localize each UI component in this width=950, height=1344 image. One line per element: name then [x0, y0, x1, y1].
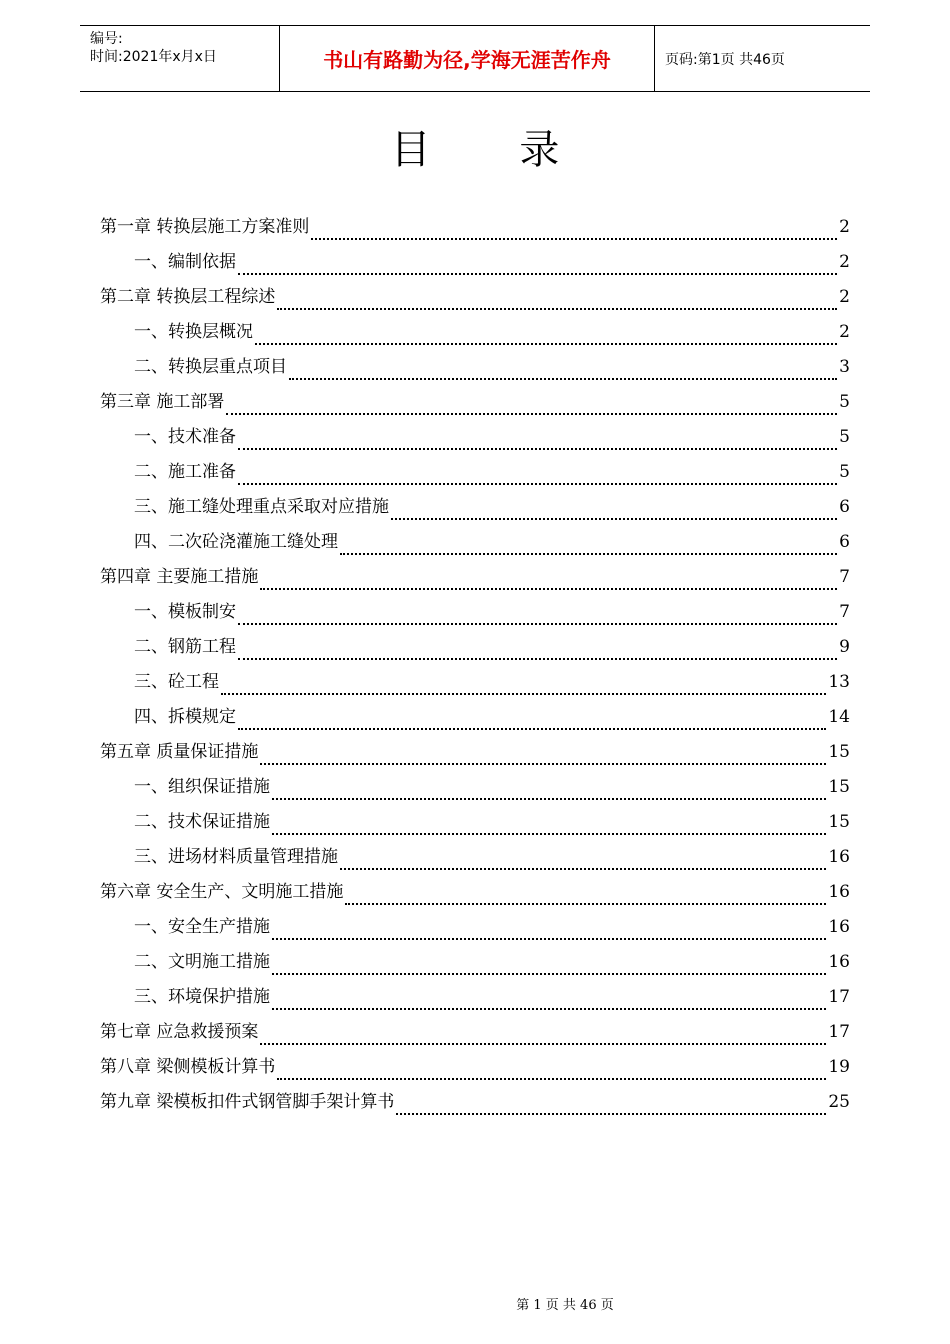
toc-item-label: 第五章 质量保证措施 — [100, 742, 259, 762]
toc-section-item[interactable] — [100, 350, 850, 385]
toc-section-item[interactable] — [100, 490, 850, 525]
toc-item-label: 二、转换层重点项目 — [134, 357, 287, 377]
toc-leader-dots — [238, 448, 837, 450]
document-date-label: 时间:2021年x月x日 — [90, 49, 217, 65]
toc-item-label: 第三章 施工部署 — [100, 392, 225, 412]
toc-leader-dots — [226, 413, 837, 415]
toc-section-item[interactable] — [100, 910, 850, 945]
toc-section-item[interactable] — [100, 455, 850, 490]
toc-item-label: 第九章 梁模板扣件式钢管脚手架计算书 — [100, 1092, 395, 1112]
toc-item-page: 2 — [839, 217, 850, 237]
toc-item-page: 15 — [828, 812, 850, 832]
toc-leader-dots — [277, 1078, 826, 1080]
toc-item-label: 一、技术准备 — [134, 427, 236, 447]
toc-leader-dots — [260, 763, 826, 765]
toc-section-item[interactable] — [100, 595, 850, 630]
toc-item-page: 17 — [828, 1022, 850, 1042]
toc-item-page: 7 — [839, 602, 850, 622]
toc-leader-dots — [238, 658, 837, 660]
toc-section-item[interactable] — [100, 245, 850, 280]
toc-chapter-item[interactable] — [100, 1050, 850, 1085]
toc-item-label: 二、技术保证措施 — [134, 812, 270, 832]
toc-item-page: 9 — [839, 637, 850, 657]
toc-item-page: 25 — [828, 1092, 850, 1112]
toc-item-label: 一、模板制安 — [134, 602, 236, 622]
toc-item-label: 二、钢筋工程 — [134, 637, 236, 657]
toc-leader-dots — [345, 903, 826, 905]
header-motto: 书山有路勤为径,学海无涯苦作舟 — [280, 26, 655, 91]
toc-item-page: 6 — [839, 497, 850, 517]
toc-item-label: 二、施工准备 — [134, 462, 236, 482]
toc-item-page: 16 — [828, 952, 850, 972]
header-meta — [80, 26, 280, 91]
page-header — [80, 25, 870, 92]
document-number-label: 编号: — [90, 31, 123, 47]
toc-item-page: 16 — [828, 847, 850, 867]
toc-item-page: 2 — [839, 287, 850, 307]
toc-item-label: 四、拆模规定 — [134, 707, 236, 727]
header-page-info: 页码:第1页 共46页 — [665, 51, 785, 68]
toc-item-label: 四、二次砼浇灌施工缝处理 — [134, 532, 338, 552]
toc-item-label: 一、转换层概况 — [134, 322, 253, 342]
toc-item-page: 2 — [839, 322, 850, 342]
toc-section-item[interactable] — [100, 805, 850, 840]
toc-item-page: 5 — [839, 462, 850, 482]
toc-item-page: 14 — [828, 707, 850, 727]
toc-section-item[interactable] — [100, 980, 850, 1015]
toc-leader-dots — [255, 343, 837, 345]
toc-leader-dots — [238, 728, 826, 730]
toc-leader-dots — [272, 1008, 826, 1010]
toc-chapter-item[interactable] — [100, 280, 850, 315]
toc-leader-dots — [272, 833, 826, 835]
toc-leader-dots — [272, 798, 826, 800]
toc-leader-dots — [277, 308, 837, 310]
toc-leader-dots — [289, 378, 837, 380]
toc-section-item[interactable] — [100, 945, 850, 980]
toc-item-label: 第七章 应急救援预案 — [100, 1022, 259, 1042]
toc-section-item[interactable] — [100, 525, 850, 560]
toc-section-item[interactable] — [100, 665, 850, 700]
toc-leader-dots — [391, 518, 837, 520]
toc-leader-dots — [238, 623, 837, 625]
toc-item-page: 13 — [828, 672, 850, 692]
toc-item-label: 三、进场材料质量管理措施 — [134, 847, 338, 867]
toc-section-item[interactable] — [100, 770, 850, 805]
toc-item-label: 三、砼工程 — [134, 672, 219, 692]
toc-item-label: 第八章 梁侧模板计算书 — [100, 1057, 276, 1077]
toc-leader-dots — [238, 273, 837, 275]
toc-leader-dots — [311, 238, 837, 240]
toc-item-page: 17 — [828, 987, 850, 1007]
page-footer: 第 1 页 共 46 页 — [516, 1298, 614, 1313]
toc-leader-dots — [238, 483, 837, 485]
toc-item-label: 一、组织保证措施 — [134, 777, 270, 797]
toc-item-page: 15 — [828, 777, 850, 797]
toc-item-label: 第一章 转换层施工方案准则 — [100, 217, 310, 237]
toc-item-label: 第四章 主要施工措施 — [100, 567, 259, 587]
toc-item-page: 16 — [828, 882, 850, 902]
toc-item-page: 2 — [839, 252, 850, 272]
toc-item-label: 一、安全生产措施 — [134, 917, 270, 937]
toc-item-page: 16 — [828, 917, 850, 937]
toc-item-label: 三、施工缝处理重点采取对应措施 — [134, 497, 389, 517]
toc-chapter-item[interactable] — [100, 875, 850, 910]
toc-item-page: 5 — [839, 427, 850, 447]
toc-leader-dots — [272, 938, 826, 940]
toc-chapter-item[interactable] — [100, 735, 850, 770]
toc-leader-dots — [396, 1113, 826, 1115]
toc-leader-dots — [221, 693, 826, 695]
toc-leader-dots — [260, 1043, 826, 1045]
toc-leader-dots — [260, 588, 837, 590]
toc-section-item[interactable] — [100, 315, 850, 350]
toc-item-label: 一、编制依据 — [134, 252, 236, 272]
toc-item-page: 15 — [828, 742, 850, 762]
page-title: 目 录 — [390, 127, 598, 173]
toc-leader-dots — [340, 553, 837, 555]
toc-item-label: 第六章 安全生产、文明施工措施 — [100, 882, 344, 902]
toc-item-page: 7 — [839, 567, 850, 587]
toc-chapter-item[interactable] — [100, 210, 850, 245]
toc-item-label: 第二章 转换层工程综述 — [100, 287, 276, 307]
toc-chapter-item[interactable] — [100, 1015, 850, 1050]
table-of-contents — [100, 210, 850, 1120]
toc-item-page: 19 — [828, 1057, 850, 1077]
toc-chapter-item[interactable] — [100, 1085, 850, 1120]
toc-leader-dots — [340, 868, 826, 870]
toc-item-label: 三、环境保护措施 — [134, 987, 270, 1007]
toc-leader-dots — [272, 973, 826, 975]
toc-item-page: 6 — [839, 532, 850, 552]
toc-item-page: 5 — [839, 392, 850, 412]
toc-section-item[interactable] — [100, 630, 850, 665]
toc-section-item[interactable] — [100, 420, 850, 455]
toc-chapter-item[interactable] — [100, 385, 850, 420]
toc-section-item[interactable] — [100, 700, 850, 735]
toc-section-item[interactable] — [100, 840, 850, 875]
toc-item-label: 二、文明施工措施 — [134, 952, 270, 972]
toc-item-page: 3 — [839, 357, 850, 377]
toc-chapter-item[interactable] — [100, 560, 850, 595]
